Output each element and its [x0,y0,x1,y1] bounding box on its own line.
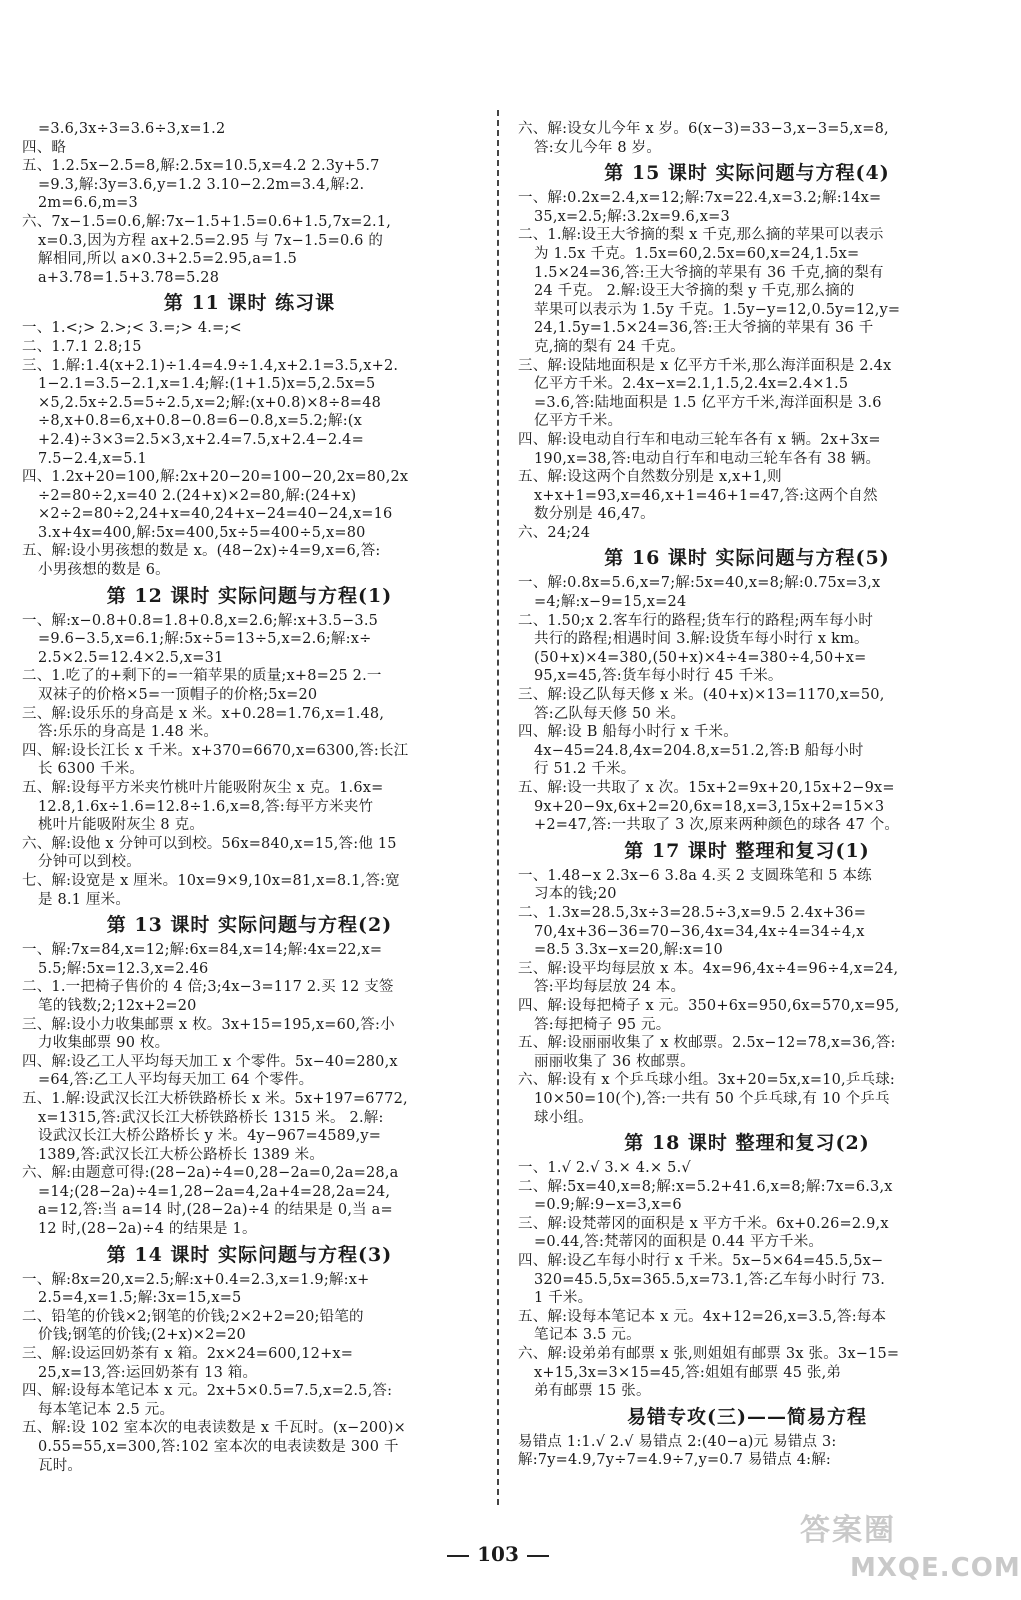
answer-line: 二、铅笔的价钱×2;钢笔的价钱;2×2+2=20;铅笔的 [22,1308,364,1325]
answer-line: 五、解:设每本笔记本 x 元。4x+12=26,x=3.5,答:每本 [518,1308,887,1325]
answer-line: 笔记本 3.5 元。 [534,1327,641,1344]
answer-line: 一、解:0.8x=5.6,x=7;解:5x=40,x=8;解:0.75x=3,x [518,575,881,592]
lesson-heading: 第 15 课时 实际问题与方程(4) [604,162,890,185]
answer-line: 四、解:设每把椅子 x 元。350+6x=950,6x=570,x=95, [518,997,900,1014]
answer-line: 五、解:设一共取了 x 次。15x+2=9x+20,15x+2−9x= [518,780,895,796]
answer-line: 六、解:设有 x 个乒乓球小组。3x+20=5x,x=10,乒乓球: [518,1072,896,1089]
answer-line: 五、解:设每平方米夹竹桃叶片能吸附灰尘 x 克。1.6x= [22,780,384,796]
answer-line: 共行的路程;相遇时间 3.解:设货车每小时行 x km。 [534,631,869,648]
answer-line: 12.8,1.6x÷1.6=12.8÷1.6,x=8,答:每平方米夹竹 [38,798,374,815]
answer-line: 4x−45=24.8,4x=204.8,x=51.2,答:B 船每小时 [534,742,864,759]
answer-line: a=12,答:当 a=14 时,(28−2a)÷4 的结果是 0,当 a= [38,1202,393,1219]
answer-line: 二、1.3x=28.5,3x÷3=28.5÷3,x=9.5 2.4x+36= [518,904,867,921]
answer-line: 五、1.2.5x−2.5=8,解:2.5x=10.5,x=4.2 2.3y+5.7 [22,158,380,175]
answer-line: 分钟可以到校。 [38,854,141,871]
answer-line: 答:乙队每天修 50 米。 [534,705,686,722]
answer-line: x=1315,答:武汉长江大桥铁路桥长 1315 米。 2.解: [38,1109,384,1126]
answer-line: x+15,3x=3×15=45,答:姐姐有邮票 45 张,弟 [534,1364,842,1381]
answer-line: 易错点 1:1.√ 2.√ 易错点 2:(40−a)元 易错点 3: [518,1433,837,1450]
answer-line: 四、解:设每本笔记本 x 元。2x+5×0.5=7.5,x=2.5,答: [22,1383,393,1400]
answer-line: 12 时,(28−2a)÷4 的结果是 1。 [38,1221,257,1238]
answer-line: 2.5=4,x=1.5;解:3x=15,x=5 [38,1290,242,1307]
answer-line: 四、解:设长江长 x 千米。x+370=6670,x=6300,答:长江 [22,742,409,759]
answer-line: 每本笔记本 2.5 元。 [38,1401,175,1418]
answer-line: 24,1.5y=1.5×24=36,答:王大爷摘的苹果有 36 千 [534,320,874,337]
answer-line: 一、1.<;> 2.>;< 3.=;> 4.=;< [22,320,242,337]
answer-line: 四、解:设电动自行车和电动三轮车各有 x 辆。2x+3x= [518,431,881,448]
answer-line: 六、解:设女儿今年 x 岁。6(x−3)=33−3,x−3=5,x=8, [518,121,889,137]
left-column [22,120,477,1475]
answer-line: x+x+1=93,x=46,x+1=46+1=47,答:这两个自然 [534,487,878,504]
answer-line: 瓦时。 [38,1457,83,1474]
answer-line: 为 1.5x 千克。1.5x=60,2.5x=60,x=24,1.5x= [534,245,860,262]
answer-line: (50+x)×4=380,(50+x)×4÷4=380÷4,50+x= [534,649,867,666]
answer-line: 六、7x−1.5=0.6,解:7x−1.5+1.5=0.6+1.5,7x=2.1, [22,213,392,230]
answer-line: 320=45.5,5x=365.5,x=73.1,答:乙车每小时行 73. [534,1271,886,1288]
answer-line: =9.6−3.5,x=6.1;解:5x÷5=13÷5,x=2.6;解:x÷ [38,631,372,648]
answer-line: =9.3,解:3y=3.6,y=1.2 3.10−2.2m=3.4,解:2. [38,176,365,193]
lesson-heading: 第 13 课时 实际问题与方程(2) [106,914,393,937]
watermark-logo: 答案圈 [800,1513,896,1548]
answer-line: =0.9;解:9−x=3,x=6 [534,1197,682,1214]
answer-line: =3.6,答:陆地面积是 1.5 亿平方千米,海洋面积是 3.6 [534,394,882,411]
answer-line: 四、解:设乙车每小时行 x 千米。5x−5×64=45.5,5x− [518,1253,884,1270]
answer-line: 四、1.2x+20=100,解:2x+20−20=100−20,2x=80,2x [22,469,409,486]
answer-line: 四、解:设乙工人平均每天加工 x 个零件。5x−40=280,x [22,1053,398,1070]
answer-line: 1−2.1=3.5−2.1,x=1.4;解:(1+1.5)x=5,2.5x=5 [38,376,376,393]
answer-line: 七、解:设宽是 x 厘米。10x=9×9,10x=81,x=8.1,答:宽 [22,872,400,889]
answer-line: 三、解:设小力收集邮票 x 枚。3x+15=195,x=60,答:小 [22,1016,395,1033]
lesson-heading: 第 12 课时 实际问题与方程(1) [106,584,393,607]
answer-line: 二、1.50;x 2.客车行的路程;货车行的路程;两车每小时 [518,612,874,629]
watermark-url: MXQE.COM [850,1553,1021,1583]
answer-line: 行 51.2 千米。 [534,761,636,778]
answer-line: 95,x=45,答:货车每小时行 45 千米。 [534,668,783,685]
answer-line: 一、解:7x=84,x=12;解:6x=84,x=14;解:4x=22,x= [22,942,383,959]
answer-line: =14;(28−2a)÷4=1,28−2a=4,2a+4=28,2a=24, [38,1183,391,1200]
answer-line: 三、解:设运回奶茶有 x 箱。2x×24=600,12+x= [22,1346,354,1363]
answer-line: 六、解:设他 x 分钟可以到校。56x=840,x=15,答:他 15 [22,835,397,852]
answer-line: 190,x=38,答:电动自行车和电动三轮车各有 38 辆。 [534,450,881,467]
answer-line: 长 6300 千米。 [38,761,145,778]
answer-line: a+3.78=1.5+3.78=5.28 [38,269,220,286]
lesson-heading: 第 11 课时 练习课 [163,292,336,315]
answer-line: =8.5 3.3x−x=20,解:x=10 [534,942,723,959]
lesson-heading: 第 14 课时 实际问题与方程(3) [106,1243,393,1266]
answer-line: 五、1.解:设武汉长江大桥铁路桥长 x 米。5x+197=6772, [22,1090,408,1107]
answer-line: =0.44,答:梵蒂冈的面积是 0.44 平方千米。 [534,1234,824,1251]
answer-line: 2.5×2.5=12.4×2.5,x=31 [38,649,224,666]
answer-line: 数分别是 46,47。 [534,506,655,523]
lesson-heading: 第 18 课时 整理和复习(2) [624,1132,870,1155]
answer-line: 弟有邮票 15 张。 [534,1383,651,1400]
answer-line: 五、解:设 102 室本次的电表读数是 x 千瓦时。(x−200)× [22,1420,406,1437]
answer-line: 70,4x+36−36=70−36,4x=34,4x÷4=34÷4,x [534,923,865,940]
answer-line: 双袜子的价格×5=一顶帽子的价格;5x=20 [38,687,318,704]
answer-line: 25,x=13,答:运回奶茶有 13 箱。 [38,1364,258,1381]
answer-line: 力收集邮票 90 枚。 [38,1035,170,1052]
answer-line: 三、解:设乐乐的身高是 x 米。x+0.28=1.76,x=1.48, [22,705,385,722]
answer-line: 0.55=55,x=300,答:102 室本次的电表读数是 300 千 [38,1439,399,1455]
lesson-heading: 易错专攻(三)——简易方程 [627,1405,867,1428]
column-divider [497,110,499,1505]
answer-line: 小男孩想的数是 6。 [38,562,170,579]
answer-line: 三、解:设陆地面积是 x 亿平方千米,那么海洋面积是 2.4x [518,357,892,374]
answer-line: 四、略 [22,139,67,156]
answer-line: 二、1.一把椅子售价的 4 倍;3;4x−3=117 2.买 12 支签 [22,979,394,996]
answer-line: 二、解:5x=40,x=8;解:x=5.2+41.6,x=8;解:7x=6.3,x [518,1178,893,1195]
answer-line: 习本的钱;20 [534,886,617,903]
answer-line: 一、解:0.2x=2.4,x=12;解:7x=22.4,x=3.2;解:14x= [518,190,882,207]
answer-line: +2=47,答:一共取了 3 次,原来两种颜色的球各 47 个。 [534,817,900,834]
answer-line: ×2÷2=80÷2,24+x=40,24+x−24=40−24,x=16 [38,506,393,523]
answer-line: 三、1.解:1.4(x+2.1)÷1.4=4.9÷1.4,x+2.1=3.5,x+2. [22,357,399,374]
answer-line: 3.x+4x=400,解:5x=400,5x÷5=400÷5,x=80 [38,524,366,541]
answer-line: 克,摘的梨有 24 千克。 [534,338,685,355]
answer-line: 35,x=2.5;解:3.2x=9.6,x=3 [534,208,730,225]
answer-line: 桃叶片能吸附灰尘 8 克。 [38,817,205,834]
answer-line: 24 千克。 2.解:设王大爷摘的梨 y 千克,那么摘的 [534,283,855,300]
lesson-heading: 第 16 课时 实际问题与方程(5) [604,547,890,570]
answer-line: 三、解:设平均每层放 x 本。4x=96,4x÷4=96÷4,x=24, [518,960,899,977]
answer-line: 5.5;解:5x=12.3,x=2.46 [38,960,209,977]
answer-line: 丽丽收集了 36 枚邮票。 [534,1053,695,1070]
answer-line: 六、解:设弟弟有邮票 x 张,则姐姐有邮票 3x 张。3x−15= [518,1346,900,1363]
answer-line: 解:7y=4.9,7y÷7=4.9÷7,y=0.7 易错点 4:解: [518,1452,832,1469]
answer-line: 三、解:设乙队每天修 x 米。(40+x)×13=1170,x=50, [518,687,885,704]
answer-line: =4;解:x−9=15,x=24 [534,594,687,611]
answer-line: 二、1.吃了的+剩下的=一箱苹果的质量;x+8=25 2.一 [22,668,382,685]
answer-line: +2.4)÷3×3=2.5×3,x+2.4=7.5,x+2.4−2.4= [38,431,364,448]
answer-line: 1389,答:武汉长江大桥公路桥长 1389 米。 [38,1146,325,1163]
answer-line: ÷2=80÷2,x=40 2.(24+x)×2=80,解:(24+x) [38,487,357,504]
answer-line: 一、1.√ 2.√ 3.× 4.× 5.√ [518,1160,691,1177]
answer-line: 六、解:由题意可得:(28−2a)÷4=0,28−2a=0,2a=28,a [22,1165,399,1182]
answer-line: 亿平方千米。 [534,413,623,430]
answer-line: 笔的钱数;2;12x+2=20 [38,997,197,1014]
answer-line: 答:平均每层放 24 本。 [534,979,686,996]
answer-line: 四、解:设 B 船每小时行 x 千米。 [518,724,738,741]
answer-line: 9x+20−9x,6x+2=20,6x=18,x=3,15x+2=15×3 [534,798,885,815]
answer-line: 五、解:设这两个自然数分别是 x,x+1,则 [518,469,782,486]
answer-line: =3.6,3x÷3=3.6÷3,x=1.2 [38,121,226,137]
answer-line: 价钱;钢笔的价钱;(2+x)×2=20 [38,1327,246,1344]
answer-line: 答:乐乐的身高是 1.48 米。 [38,724,219,741]
answer-line: 五、解:设丽丽收集了 x 枚邮票。2.5x−12=78,x=36,答: [518,1035,896,1052]
answer-line: x=0.3,因为方程 ax+2.5=2.95 与 7x−1.5=0.6 的 [38,232,384,249]
answer-line: 球小组。 [534,1109,593,1126]
answer-line: 答:每把椅子 95 元。 [534,1016,671,1033]
page-number-dash-left [447,1555,469,1557]
answer-line: 是 8.1 厘米。 [38,891,131,908]
answer-line: 设武汉长江大桥公路桥长 y 米。4y−967=4589,y= [38,1128,382,1145]
answer-line: 苹果可以表示为 1.5y 千克。1.5y−y=12,0.5y=12,y= [534,301,901,318]
answer-line: 解相同,所以 a×0.3+2.5=2.95,a=1.5 [38,251,298,268]
answer-line: 一、1.48−x 2.3x−6 3.8a 4.买 2 支圆珠笔和 5 本练 [518,867,872,884]
page-number-text: 103 [477,1542,519,1566]
answer-line: 二、1.7.1 2.8;15 [22,338,142,355]
page-number-dash-right [527,1555,549,1557]
answer-line: 7.5−2.4,x=5.1 [38,450,147,467]
answer-line: 1.5×24=36,答:王大爷摘的苹果有 36 千克,摘的梨有 [534,264,884,281]
answer-line: =64,答:乙工人平均每天加工 64 个零件。 [38,1072,314,1089]
answer-line: ÷8,x+0.8=6,x+0.8−0.8=6−0.8,x=5.2;解:(x [38,413,363,430]
answer-line: 一、解:8x=20,x=2.5;解:x+0.4=2.3,x=1.9;解:x+ [22,1271,370,1288]
answer-line: 1 千米。 [534,1290,593,1307]
answer-line: 亿平方千米。2.4x−x=2.1,1.5,2.4x=2.4×1.5 [534,376,849,393]
answer-line: 一、解:x−0.8+0.8=1.8+0.8,x=2.6;解:x+3.5−3.5 [22,612,379,629]
answer-line: 六、24;24 [518,524,591,541]
answer-line: 五、解:设小男孩想的数是 x。(48−2x)÷4=9,x=6,答: [22,543,381,560]
answer-line: ×5,2.5x÷2.5=5÷2.5,x=2;解:(x+0.8)×8÷8=48 [38,394,382,411]
answer-line: 2m=6.6,m=3 [38,195,138,212]
lesson-heading: 第 17 课时 整理和复习(1) [624,839,870,862]
answer-line: 答:女儿今年 8 岁。 [534,139,662,156]
right-column [518,120,976,1470]
answer-line: 10×50=10(个),答:一共有 50 个乒乓球,有 10 个乒乓 [534,1090,890,1107]
answer-line: 二、1.解:设王大爷摘的梨 x 千克,那么摘的苹果可以表示 [518,227,884,244]
answer-line: 三、解:设梵蒂冈的面积是 x 平方千米。6x+0.26=2.9,x [518,1215,889,1232]
